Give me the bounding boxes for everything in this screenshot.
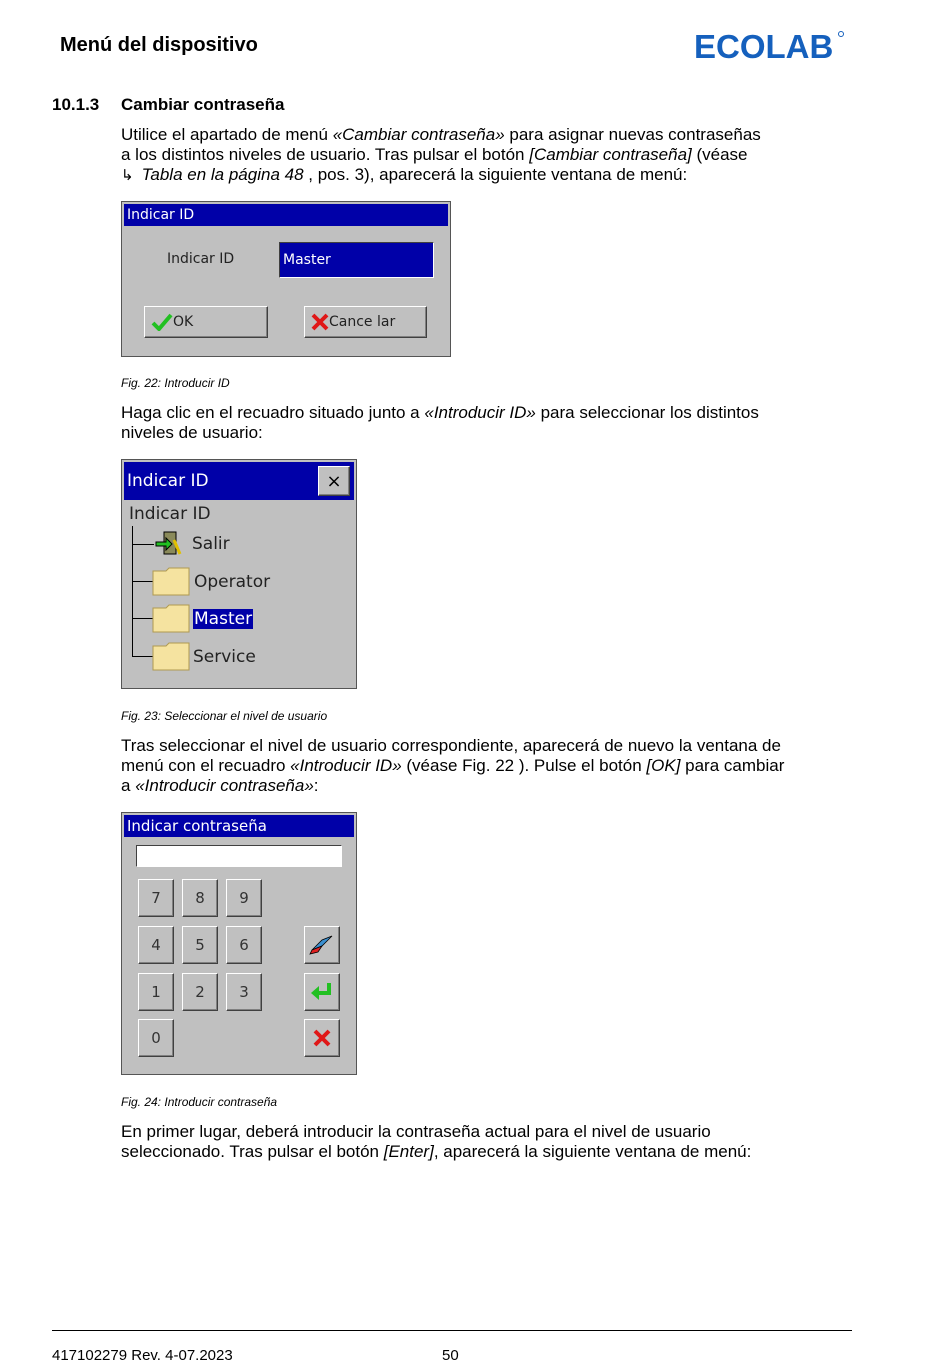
- enter-arrow-icon: [309, 981, 335, 1003]
- paragraph-intro: Utilice el apartado de menú «Cambiar contraseña» para asignar nuevas contraseñas a los distintos niveles de usuario. Tras pulsar el botón [Cambiar contraseña] (véase ↳ Tabla en la página 48 , pos. 3), aparecerá la siguiente ventana de menú:: [121, 125, 761, 184]
- tree-item-label-selected: Master: [194, 609, 253, 629]
- key-2[interactable]: 2: [182, 973, 218, 1011]
- folder-icon: [152, 603, 190, 633]
- ecolab-logo: [694, 28, 844, 67]
- document-number: 417102279 Rev. 4-07.2023: [52, 1347, 233, 1364]
- key-3[interactable]: 3: [226, 973, 262, 1011]
- tree-item-label: Operator: [194, 572, 271, 592]
- key-6[interactable]: 6: [226, 926, 262, 964]
- fig23-caption: Fig. 23: Seleccionar el nivel de usuario: [121, 709, 328, 723]
- footer-divider: [52, 1330, 852, 1331]
- key-5[interactable]: 5: [182, 926, 218, 964]
- red-x-icon: [311, 313, 329, 331]
- exit-icon: [154, 530, 184, 558]
- tree-item-label: Service: [193, 647, 256, 667]
- table-page-link[interactable]: Tabla en la página 48: [141, 165, 304, 184]
- ok-label: OK: [173, 314, 194, 330]
- cancel-key[interactable]: [304, 1019, 340, 1057]
- key-9[interactable]: 9: [226, 879, 262, 917]
- section-title: Cambiar contraseña: [121, 95, 285, 114]
- section-number: 10.1.3: [52, 95, 100, 114]
- close-icon[interactable]: ×: [318, 466, 350, 496]
- key-4[interactable]: 4: [138, 926, 174, 964]
- user-level-tree-dialog: [121, 459, 357, 689]
- key-8[interactable]: 8: [182, 879, 218, 917]
- eraser-button[interactable]: [304, 926, 340, 964]
- cancel-label: Cance lar: [329, 314, 396, 330]
- ok-button[interactable]: [144, 306, 268, 338]
- indicar-id-label: Indicar ID: [167, 251, 235, 267]
- logo-text: ECOLAB: [694, 28, 834, 62]
- red-x-icon: [312, 1028, 332, 1048]
- page-header-title: Menú del dispositivo: [60, 34, 258, 56]
- tree-item-label: Salir: [192, 534, 230, 554]
- key-0[interactable]: 0: [138, 1019, 174, 1057]
- indicar-id-dialog: [121, 201, 451, 357]
- cancel-button[interactable]: [304, 306, 427, 338]
- link-arrow-icon: ↳: [121, 167, 134, 184]
- folder-icon: [152, 566, 190, 596]
- password-dialog: [121, 812, 357, 1075]
- tree-dialog-titlebar: Indicar ID: [124, 462, 354, 500]
- page-number: 50: [442, 1347, 459, 1364]
- folder-icon: [152, 641, 190, 671]
- tree-root-label: Indicar ID: [129, 504, 211, 524]
- key-1[interactable]: 1: [138, 973, 174, 1011]
- id-field[interactable]: Master: [279, 242, 434, 278]
- paragraph-after-select: Tras seleccionar el nivel de usuario correspondiente, aparecerá de nuevo la ventana de menú con el recuadro «Introducir ID» (véase Fig. 22 ). Pulse el botón [OK] para cambiar a «Introducir contraseña»:: [121, 736, 785, 795]
- enter-button[interactable]: [304, 973, 340, 1011]
- dialog-titlebar: Indicar ID: [124, 204, 448, 226]
- fig22-caption: Fig. 22: Introducir ID: [121, 376, 230, 390]
- password-dialog-titlebar: Indicar contraseña: [124, 815, 354, 837]
- checkmark-icon: [151, 313, 173, 331]
- eraser-icon: [308, 932, 336, 958]
- paragraph-select-level: Haga clic en el recuadro situado junto a «Introducir ID» para seleccionar los distintos niveles de usuario:: [121, 403, 759, 442]
- password-input[interactable]: [136, 845, 342, 867]
- key-7[interactable]: 7: [138, 879, 174, 917]
- fig24-caption: Fig. 24: Introducir contraseña: [121, 1095, 278, 1109]
- paragraph-enter-password: En primer lugar, deberá introducir la contraseña actual para el nivel de usuario seleccionado. Tras pulsar el botón [Enter], aparecerá la siguiente ventana de menú:: [121, 1122, 752, 1161]
